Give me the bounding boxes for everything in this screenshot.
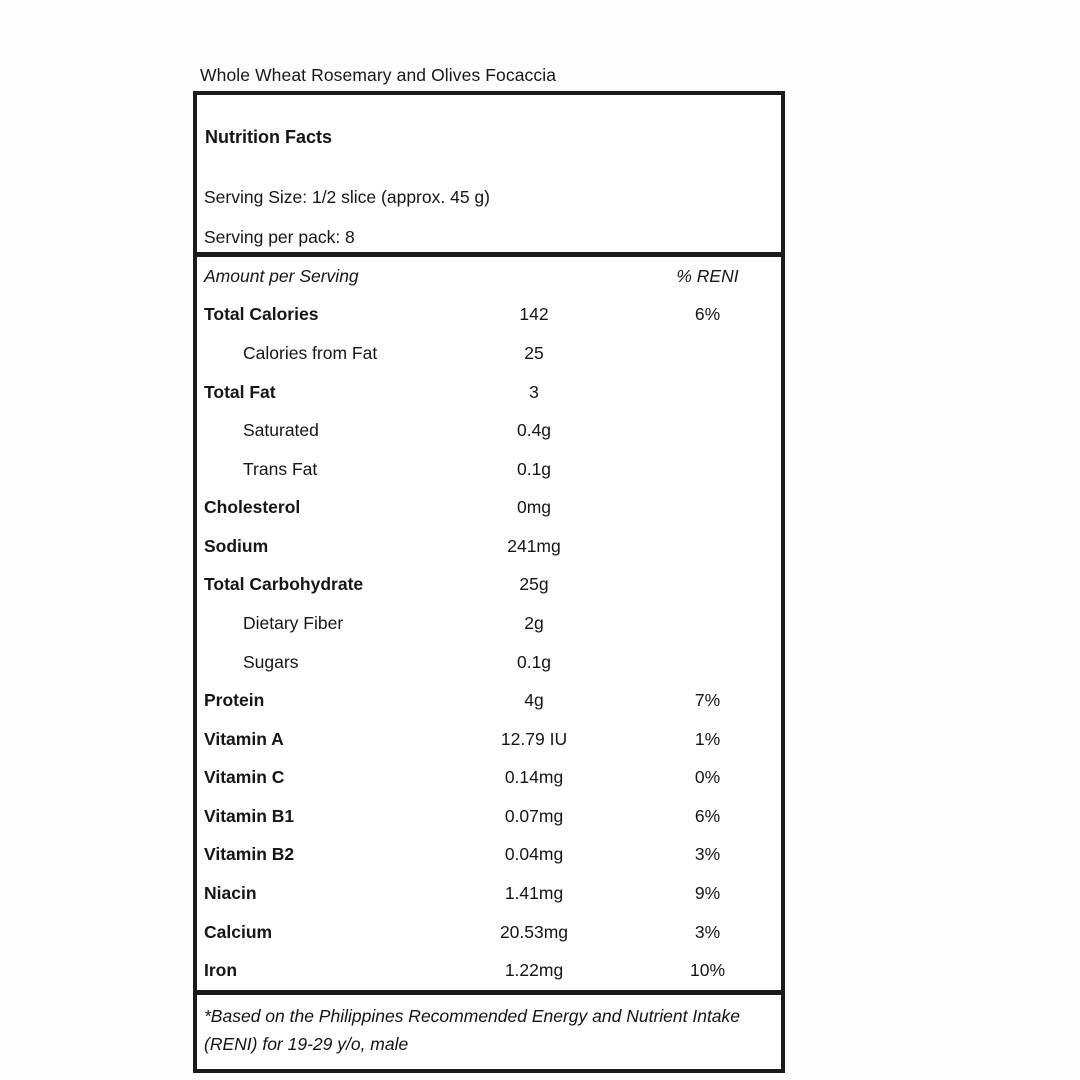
table-row-trans-fat xyxy=(197,450,781,489)
nutrient-reni: 3% xyxy=(694,844,721,865)
nutrient-name: Protein xyxy=(204,690,265,711)
nutrition-facts-label xyxy=(193,91,785,1073)
nutrient-name: Vitamin C xyxy=(204,767,285,788)
nutrient-value: 2g xyxy=(524,612,544,633)
nutrition-facts-heading: Nutrition Facts xyxy=(205,127,333,147)
amount-per-serving-header: Amount per Serving xyxy=(204,265,359,286)
serving-size-text: Serving Size: 1/2 slice (approx. 45 g) xyxy=(204,187,490,207)
nutrient-reni: 0% xyxy=(694,767,721,788)
nutrient-reni: 6% xyxy=(694,805,721,826)
nutrient-value: 0.4g xyxy=(516,420,552,441)
nutrient-name: Saturated xyxy=(243,420,319,441)
nutrient-reni: 6% xyxy=(694,304,721,325)
nutrient-value: 0.14mg xyxy=(504,767,564,788)
table-row-calcium xyxy=(197,913,781,952)
nutrient-table xyxy=(197,257,781,990)
nutrient-name: Dietary Fiber xyxy=(243,612,344,633)
reni-footnote xyxy=(197,995,781,1069)
nutrient-reni: 7% xyxy=(694,690,721,711)
nutrient-reni: 10% xyxy=(689,960,726,981)
nutrient-value: 0.04mg xyxy=(504,844,564,865)
table-row-iron xyxy=(197,951,781,990)
nutrient-value: 0mg xyxy=(516,497,552,518)
table-row-vitamin-b1 xyxy=(197,797,781,836)
nutrient-value: 12.79 IU xyxy=(500,728,568,749)
nutrient-name: Vitamin B2 xyxy=(204,844,295,865)
nutrient-name: Vitamin B1 xyxy=(204,805,295,826)
table-row-niacin xyxy=(197,874,781,913)
nutrient-name: Sugars xyxy=(243,651,299,672)
nutrient-name: Niacin xyxy=(204,883,257,904)
table-row-vitamin-b2 xyxy=(197,836,781,875)
nutrient-value: 25 xyxy=(524,342,544,363)
nutrient-name: Vitamin A xyxy=(204,728,284,749)
table-row-vitamin-a xyxy=(197,720,781,759)
nutrient-reni: 1% xyxy=(694,728,721,749)
table-row-sodium xyxy=(197,527,781,566)
nutrient-name: Calories from Fat xyxy=(243,342,378,363)
nutrient-value: 3 xyxy=(529,381,539,402)
nutrient-name: Trans Fat xyxy=(243,458,318,479)
nutrient-value: 241mg xyxy=(507,535,561,556)
serving-per-pack-text: Serving per pack: 8 xyxy=(204,227,355,247)
table-row-calories-from-fat xyxy=(197,334,781,373)
table-column-headers xyxy=(197,257,781,296)
nutrient-value: 1.41mg xyxy=(504,883,564,904)
footnote-line-1: *Based on the Philippines Recommended Energy and Nutrient Intake xyxy=(204,1006,741,1026)
footnote-line-2: (RENI) for 19-29 y/o, male xyxy=(204,1034,409,1054)
nutrient-value: 0.1g xyxy=(516,458,552,479)
label-header-section xyxy=(197,95,781,252)
nutrient-value: 142 xyxy=(519,304,549,325)
table-row-total-carbohydrate xyxy=(197,566,781,605)
table-row-total-calories xyxy=(197,296,781,335)
nutrient-value: 0.07mg xyxy=(504,805,564,826)
nutrient-name: Total Calories xyxy=(204,304,319,325)
table-row-cholesterol xyxy=(197,488,781,527)
nutrient-reni: 3% xyxy=(694,921,721,942)
nutrient-reni: 9% xyxy=(694,883,721,904)
nutrient-value: 4g xyxy=(524,690,544,711)
nutrient-name: Sodium xyxy=(204,535,269,556)
nutrient-name: Calcium xyxy=(204,921,273,942)
nutrient-value: 1.22mg xyxy=(504,960,564,981)
nutrient-name: Total Carbohydrate xyxy=(204,574,364,595)
table-row-saturated xyxy=(197,411,781,450)
reni-header: % RENI xyxy=(676,265,739,286)
nutrient-value: 20.53mg xyxy=(499,921,569,942)
nutrient-value: 0.1g xyxy=(516,651,552,672)
nutrient-value: 25g xyxy=(519,574,549,595)
nutrient-name: Cholesterol xyxy=(204,497,301,518)
table-row-vitamin-c xyxy=(197,759,781,798)
table-row-total-fat xyxy=(197,373,781,412)
table-row-sugars xyxy=(197,643,781,682)
table-row-protein xyxy=(197,681,781,720)
document-title: Whole Wheat Rosemary and Olives Focaccia xyxy=(200,65,557,85)
nutrient-name: Total Fat xyxy=(204,381,276,402)
nutrient-name: Iron xyxy=(204,960,238,981)
table-row-dietary-fiber xyxy=(197,604,781,643)
